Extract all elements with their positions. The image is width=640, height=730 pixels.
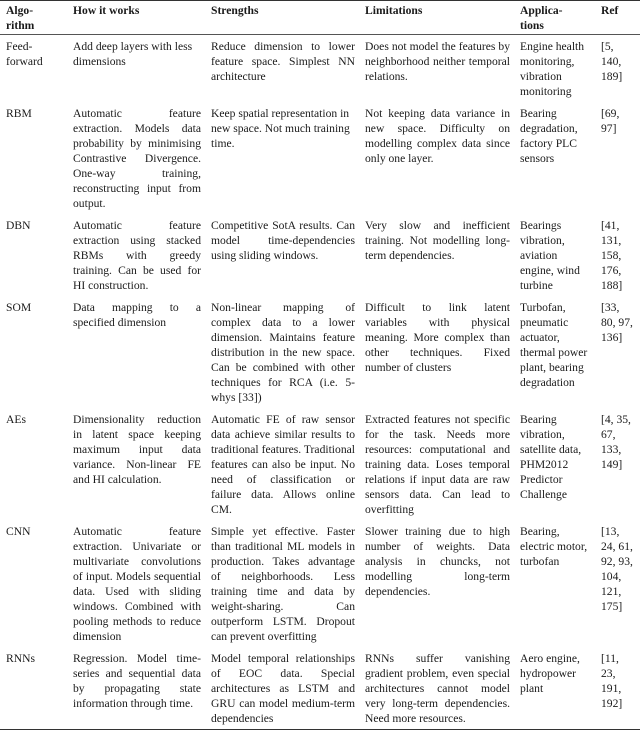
cell-limitations: RNNs suffer vanishing gradient problem, even special architectures cannot model very long-term dependencies. Need more resources. — [365, 652, 510, 725]
cell-strengths: Simple yet effective. Faster than traditional ML models in production. Takes advantage of neighborhoods. Less training time and data by weight-sharing. Can outperform LSTM. Dropout can prevent overfitting — [211, 525, 355, 643]
cell-strengths: Keep spatial representation in new space. Not much training time. — [211, 107, 350, 150]
cell-applications: Turbofan, pneumatic actuator, thermal power plant, bearing degradation — [520, 301, 588, 389]
cell-ref: [5, 140, 189] — [601, 40, 623, 83]
cell-limitations: Very slow and inefficient training. Not modelling long-term dependencies. — [365, 219, 510, 262]
table-row — [0, 520, 640, 647]
cell-ref: [41, 131, 158, 176, 188] — [601, 219, 623, 292]
header-strengths: Strengths — [211, 4, 259, 17]
cell-how: Automatic feature extraction. Models data probability by minimising Contrastive Divergence. One-way training, reconstructing input from output. — [73, 107, 201, 210]
table-row — [0, 102, 640, 214]
cell-how: Data mapping to a specified dimension — [73, 301, 201, 329]
table-row — [0, 647, 640, 730]
cell-applications: Bearing degradation, factory PLC sensors — [520, 107, 578, 165]
cell-ref: [33, 80, 97, 136] — [601, 301, 633, 344]
cell-ref: [11, 23, 191, 192] — [601, 652, 623, 710]
table-row — [0, 408, 640, 520]
cell-how: Automatic feature extraction using stacked RBMs with greedy training. Can be used for HI construction. — [73, 219, 201, 292]
cell-strengths: Reduce dimension to lower feature space. Simplest NN architecture — [211, 40, 355, 83]
cell-strengths: Automatic FE of raw sensor data achieve similar results to traditional features. Traditional features can also be input. No need of classification or failure data. Allows online CM. — [211, 413, 355, 516]
header-row — [0, 1, 640, 35]
cell-applications: Aero engine, hydropower plant — [520, 652, 580, 695]
table-row — [0, 296, 640, 408]
cell-algorithm: RBM — [6, 107, 32, 120]
cell-strengths: Competitive SotA results. Can model time-dependencies using sliding windows. — [211, 219, 355, 262]
cell-applications: Bearing vibration, satellite data, PHM2012 Predictor Challenge — [520, 413, 582, 501]
cell-algorithm: AEs — [6, 413, 26, 426]
cell-algorithm: Feed- forward — [6, 40, 43, 68]
header-applications: Applica- tions — [520, 4, 563, 32]
cell-algorithm: SOM — [6, 301, 32, 314]
table-body — [0, 35, 640, 730]
cell-limitations: Difficult to link latent variables with physical meaning. More complex than other techniques. Fixed number of clusters — [365, 301, 510, 374]
header-algorithm: Algo- rithm — [6, 4, 35, 32]
cell-how: Regression. Model time-series and sequential data by propagating state information through time. — [73, 652, 201, 710]
header-ref: Ref — [601, 4, 619, 17]
cell-algorithm: CNN — [6, 525, 31, 538]
header-how-it-works: How it works — [73, 4, 140, 17]
cell-algorithm: RNNs — [6, 652, 35, 665]
cell-applications: Bearings vibration, aviation engine, wind turbine — [520, 219, 580, 292]
cell-ref: [69, 97] — [601, 107, 620, 135]
cell-strengths: Model temporal relationships of EOC data. Special architectures as LSTM and GRU can model medium-term dependencies — [211, 652, 355, 725]
cell-how: Dimensionality reduction in latent space keeping maximum input data variance. Non-linear FE and HI calculation. — [73, 413, 201, 486]
cell-strengths: Non-linear mapping of complex data to a lower dimension. Maintains feature distribution in the new space. Can be combined with other techniques for RCA (i.e. 5-whys [33]) — [211, 301, 355, 404]
cell-applications: Engine health monitoring, vibration monitoring — [520, 40, 585, 98]
cell-how: Automatic feature extraction. Univariate or multivariate convolutions of input. Models sequential data. Used with sliding windows. Combined with pooling methods to reduce dimension — [73, 525, 201, 643]
cell-how: Add deep layers with less dimensions — [73, 40, 193, 68]
table-header — [0, 1, 640, 35]
cell-limitations: Slower training due to high number of weights. Data analysis in chuncks, not modelling long-term dependencies. — [365, 525, 510, 598]
cell-limitations: Extracted features not specific for the task. Needs more resources: computational and training data. Loses temporal relations if input data are raw sensors data. Can lead to overfitting — [365, 413, 510, 516]
header-limitations: Limitations — [365, 4, 423, 17]
cell-ref: [4, 35, 67, 133, 149] — [601, 413, 631, 471]
cell-applications: Bearing, electric motor, turbofan — [520, 525, 588, 568]
cell-limitations: Not keeping data variance in new space. Difficulty on modelling complex data since only one layer. — [365, 107, 510, 165]
cell-algorithm: DBN — [6, 219, 31, 232]
table-row — [0, 214, 640, 296]
cell-limitations: Does not model the features by neighborhood neither temporal relations. — [365, 40, 510, 83]
cell-ref: [13, 24, 61, 92, 93, 104, 121, 175] — [601, 525, 633, 613]
table-row — [0, 35, 640, 103]
